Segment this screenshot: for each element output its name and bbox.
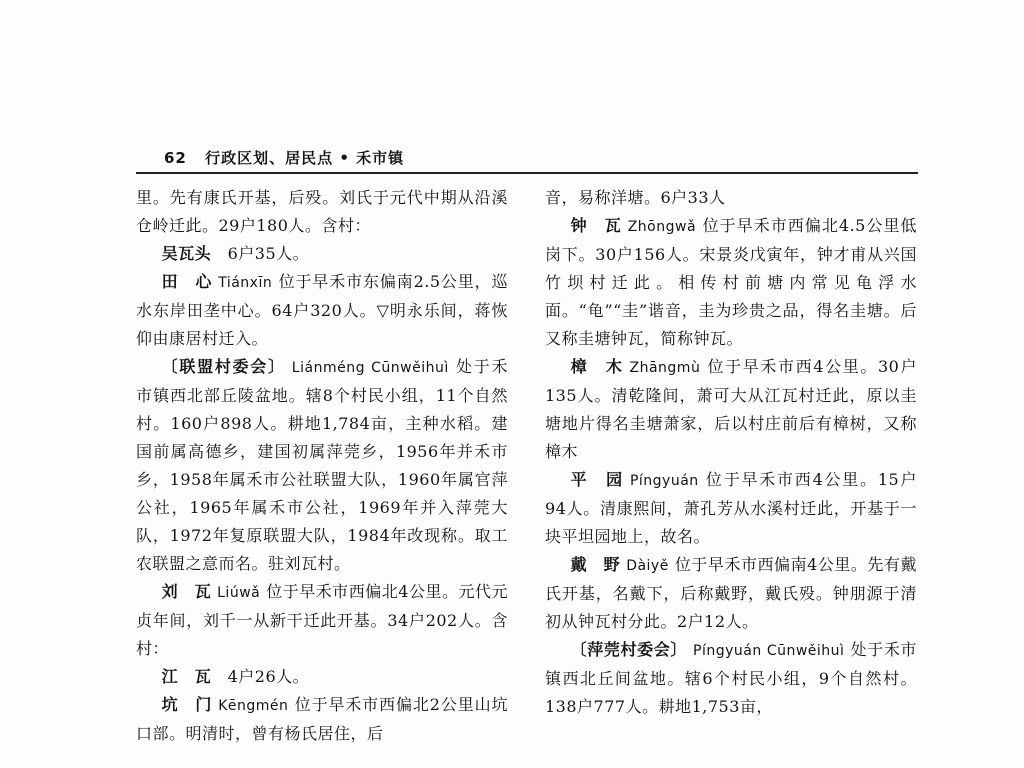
- entry-daiye: 戴 野 Dàiyě 位于早禾市西偏南4公里。先有戴氏开基，名戴下，后称戴野，戴氏殁。钟朋源于清初从钟瓦村分此。2户12人。: [545, 555, 917, 631]
- entry-zhongwa: 钟 瓦 Zhōngwǎ 位于早禾市西偏北4.5公里低岗下。30户156人。宋景炎戊寅年，钟才甫从兴国竹坝村迁此。相传村前塘内常见龟浮水面。“龟”“圭”谐音，圭为珍贵之品，得名圭塘。后又称圭塘钟瓦，简称钟瓦。: [545, 216, 917, 348]
- entry-lianmeng-committee: 〔联盟村委会〕 Liánméng Cūnwěihuì 处于禾市镇西北部丘陵盆地。辖8个村民小组，11个自然村。160户898人。耕地1,784亩，主种水稻。建国前属高德乡，建国初属萍莞乡，1956年并禾市乡，1958年属禾市公社联盟大队，1960年属官萍公社，1965年属禾市公社，1969年并入萍莞大队，1972年复原联盟大队，1984年改现称。取工农联盟之意而名。驻刘瓦村。: [136, 357, 508, 573]
- running-title: 行政区划、居民点 • 禾市镇: [205, 149, 405, 167]
- entry-tianxin: 田 心 Tiánxīn 位于早禾市东偏南2.5公里，巡水东岸田垄中心。64户320人。▽明永乐间，蒋恢仰由康居村迁入。: [136, 272, 508, 348]
- page-header: [164, 147, 404, 168]
- paragraph-continuation-right: 音，易称洋塘。6户33人: [545, 188, 726, 207]
- entry-kengmen: 坑 门 Kēngmén 位于早禾市西偏北2公里山坑口部。明清时，曾有杨氏居住，后: [136, 695, 508, 743]
- entry-pingwan-committee: 〔萍莞村委会〕 Píngyuán Cūnwěihuì 处于禾市镇西北丘间盆地。辖6个村民小组，9个自然村。138户777人。耕地1,753亩，: [545, 640, 917, 716]
- page-number: 62: [164, 149, 187, 167]
- entry-wuwatou: 吴瓦头 6户35人。: [161, 244, 310, 263]
- entry-liuwa: 刘 瓦 Liúwǎ 位于早禾市西偏北4公里。元代元贞年间，刘千一从新干迁此开基。34户202人。含村：: [136, 582, 508, 658]
- paragraph-continuation: 里。先有康氏开基，后殁。刘氏于元代中期从沿溪仓岭迁此。29户180人。含村：: [136, 188, 508, 235]
- entry-zhangmu: 樟 木 Zhāngmù 位于早禾市西4公里。30户135人。清乾隆间，萧可大从江瓦村迁此，原以圭塘地片得名圭塘萧家，后以村庄前后有樟树，又称樟木: [545, 357, 917, 461]
- left-column: [136, 184, 508, 748]
- entry-pingyuan: 平 园 Píngyuán 位于早禾市西4公里。15户94人。清康熙间，萧孔芳从水溪村迁此，开基于一块平坦园地上，故名。: [545, 470, 917, 546]
- right-column: [545, 184, 917, 721]
- header-rule: [136, 172, 918, 174]
- entry-jiangwa: 江 瓦 4户26人。: [161, 667, 310, 686]
